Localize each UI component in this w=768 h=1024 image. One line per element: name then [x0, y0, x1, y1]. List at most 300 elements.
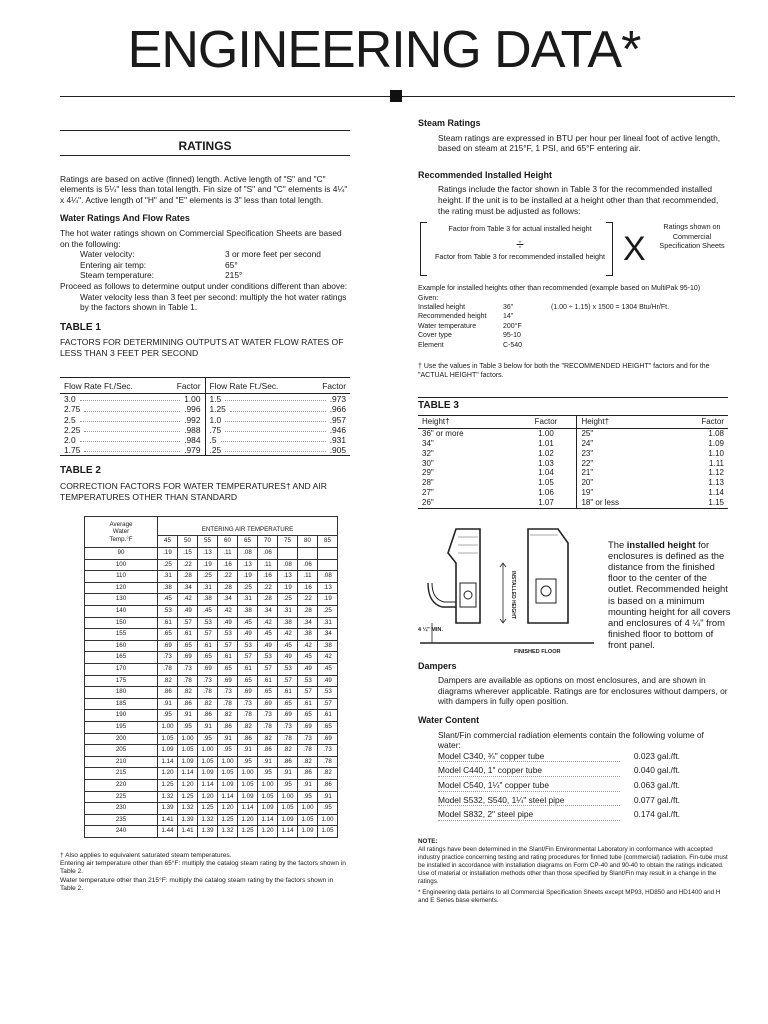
model-label: Model C340, ¾" copper tube: [438, 751, 620, 763]
factor-cell: .49: [318, 675, 338, 687]
factor-cell: .78: [178, 675, 198, 687]
table-row: [85, 791, 338, 803]
factor-cell: .86: [278, 756, 298, 768]
factor-cell: 1.03: [516, 459, 577, 469]
table-row: [418, 459, 728, 469]
height-formula: [418, 220, 728, 280]
factor-cell: .91: [278, 768, 298, 780]
table-row: [85, 582, 338, 594]
factor-cell: .49: [178, 606, 198, 618]
factor-cell: .15: [178, 548, 198, 560]
factor-cell: .979: [184, 445, 201, 456]
water-temp-cell: 155: [85, 629, 158, 641]
formula-denominator: Factor from Table 3 for recommended installed height: [434, 252, 606, 262]
factor-cell: 1.41: [158, 814, 178, 826]
factor-cell: .13: [238, 559, 258, 571]
condition-label: Entering air temp:: [80, 259, 147, 270]
factor-cell: .69: [218, 675, 238, 687]
factor-cell: .57: [218, 640, 238, 652]
factor-cell: 1.39: [158, 803, 178, 815]
factor-cell: .19: [318, 594, 338, 606]
table-row: [85, 779, 338, 791]
factor-cell: .28: [218, 582, 238, 594]
given-row: [418, 331, 728, 340]
factor-cell: .31: [198, 582, 218, 594]
enclosure-diagram-icon: [418, 523, 598, 653]
installed-height-description: [608, 539, 733, 651]
volume-value: 0.077 gal./ft.: [633, 794, 680, 805]
factor-cell: .49: [218, 617, 238, 629]
water-temp-cell: 120: [85, 582, 158, 594]
factor-cell: 1.09: [158, 745, 178, 757]
air-temp-col-header: 50: [178, 536, 198, 548]
factor-cell: .08: [238, 548, 258, 560]
factor-cell: 1.10: [708, 448, 724, 458]
given-row: [418, 322, 728, 331]
flow-rate-cell: .75: [209, 424, 222, 435]
dot-leader: [221, 435, 326, 442]
factor-cell: .49: [278, 652, 298, 664]
factor-cell: .69: [298, 722, 318, 734]
volume-value: 0.174 gal./ft.: [633, 809, 680, 820]
recommended-height-text: Ratings include the factor shown in Table 3 for the recommended installed height. If the unit is to be installed at a height other than that recommended, the rating must be adjusted as follows:: [438, 184, 719, 216]
table-row: [85, 594, 338, 606]
factor-cell: [298, 548, 318, 560]
factor-cell: .91: [178, 710, 198, 722]
factor-cell: .38: [198, 594, 218, 606]
factor-cell: 1.32: [178, 803, 198, 815]
factor-cell: [318, 559, 338, 571]
factor-cell: 1.14: [158, 756, 178, 768]
height-cell: 32": [422, 448, 434, 458]
factor-cell: .31: [278, 606, 298, 618]
factor-cell: 1.09: [708, 439, 724, 448]
note-block: [418, 838, 728, 905]
height-cell: 25": [581, 429, 594, 439]
factor-cell: .53: [218, 629, 238, 641]
flow-rate-cell: 1.75: [64, 445, 81, 456]
factor-cell: .61: [278, 687, 298, 699]
factor-cell: .82: [318, 768, 338, 780]
table1-header: [206, 378, 351, 395]
water-temp-cell: 100: [85, 559, 158, 571]
factor-cell: .22: [258, 582, 278, 594]
desc-part: The: [608, 538, 627, 550]
model-label: Model C540, 1¼" copper tube: [438, 780, 620, 792]
factor-cell: .73: [238, 698, 258, 710]
flow-rate-cell: .5: [209, 434, 217, 445]
factor-cell: 1.14: [258, 814, 278, 826]
installed-height-label: INSTALLED HEIGHT: [510, 570, 516, 619]
table-row: [418, 468, 728, 478]
table-row: [85, 826, 338, 838]
factor-cell: 1.09: [178, 756, 198, 768]
factor-cell: .73: [158, 652, 178, 664]
water-intro: The hot water ratings shown on Commercial Specification Sheets are based on the following:: [60, 227, 342, 249]
factor-cell: 1.05: [278, 803, 298, 815]
height-cell: 36" or more: [422, 429, 464, 439]
factor-cell: .73: [178, 664, 198, 676]
flow-row: [60, 445, 205, 455]
water-temp-cell: 150: [85, 617, 158, 629]
height-cell: 20": [581, 478, 594, 488]
table-row: [85, 733, 338, 745]
flow-row: [60, 435, 205, 445]
table3-body: [418, 429, 728, 508]
factor-cell: 1.32: [218, 826, 238, 838]
height-cell: 34": [422, 439, 434, 448]
condition-value: 65°: [225, 259, 238, 270]
factor-cell: .11: [298, 571, 318, 583]
flow-row: [60, 425, 205, 435]
flow-row: [60, 394, 205, 404]
steam-text: Steam ratings are expressed in BTU per hour per lineal foot of active length, based on steam at 215°F, 1 PSI, and 65°F entering air.: [438, 132, 721, 154]
factor-cell: .95: [278, 779, 298, 791]
factor-cell: 1.14: [238, 803, 258, 815]
water-temp-cell: 110: [85, 571, 158, 583]
factor-cell: 1.25: [158, 779, 178, 791]
footnote-dagger: † Also applies to equivalent saturated steam temperatures.: [60, 851, 232, 859]
factor-cell: .22: [178, 559, 198, 571]
factor-cell: .13: [278, 571, 298, 583]
factor-cell: .57: [258, 664, 278, 676]
factor-cell: 1.07: [516, 498, 577, 508]
factor-cell: .28: [298, 606, 318, 618]
water-temp-cell: 205: [85, 745, 158, 757]
factor-cell: .82: [178, 687, 198, 699]
factor-cell: 1.09: [238, 791, 258, 803]
footnote-water: Water temperature other than 215°F: multiply the catalog steam rating by the factors shown in Table 2.: [60, 876, 334, 892]
factor-cell: .73: [198, 675, 218, 687]
factor-cell: 1.01: [516, 439, 577, 449]
factor-cell: .69: [318, 733, 338, 745]
factor-cell: .86: [318, 779, 338, 791]
flow-rate-cell: 2.25: [64, 424, 81, 435]
flow-rate-cell: .25: [209, 445, 222, 456]
factor-cell: .45: [278, 640, 298, 652]
dot-leader: [84, 404, 180, 411]
formula-numerator: Factor from Table 3 for actual installed height: [448, 224, 592, 234]
dot-leader: [84, 425, 180, 432]
factor-cell: 1.06: [516, 488, 577, 498]
factor-cell: .78: [218, 698, 238, 710]
factor-cell: 1.05: [318, 826, 338, 838]
given-label: Cover type: [418, 332, 452, 340]
water-temp-cell: 215: [85, 768, 158, 780]
factor-cell: 1.00: [184, 394, 201, 405]
factor-cell: 1.14: [178, 768, 198, 780]
factor-cell: .82: [158, 675, 178, 687]
water-temp-cell: 140: [85, 606, 158, 618]
flow-rate-cell: 2.75: [64, 404, 81, 415]
left-column: [60, 118, 350, 893]
factor-cell: .25: [158, 559, 178, 571]
factor-cell: .61: [158, 617, 178, 629]
factor-cell: .28: [258, 594, 278, 606]
factor-cell: 1.32: [158, 791, 178, 803]
factor-cell: 1.20: [218, 803, 238, 815]
factor-cell: .38: [298, 629, 318, 641]
factor-cell: .69: [278, 710, 298, 722]
factor-cell: .38: [158, 582, 178, 594]
factor-cell: .13: [198, 548, 218, 560]
flow-rate-header: Flow Rate Ft./Sec.: [209, 380, 279, 391]
flow-row: [60, 404, 205, 414]
recommended-height-heading: Recommended Installed Height: [418, 169, 553, 180]
table-row: [418, 439, 728, 449]
factor-cell: .61: [298, 698, 318, 710]
factor-cell: .78: [238, 710, 258, 722]
factor-cell: .69: [158, 640, 178, 652]
factor-cell: .78: [258, 722, 278, 734]
table3-header-row: [418, 416, 728, 429]
factor-cell: .86: [218, 722, 238, 734]
factor-cell: .91: [258, 756, 278, 768]
factor-cell: 1.25: [238, 826, 258, 838]
volume-value: 0.023 gal./ft.: [633, 750, 680, 761]
flow-row: [60, 415, 205, 425]
factor-cell: 1.00: [318, 814, 338, 826]
factor-cell: .31: [158, 571, 178, 583]
factor-cell: 1.04: [516, 468, 577, 478]
flow-rate-cell: 1.0: [209, 414, 222, 425]
table1-right-rows: [206, 394, 351, 455]
table-row: [85, 803, 338, 815]
table2-caption: CORRECTION FACTORS FOR WATER TEMPERATURES† AND AIR TEMPERATURES OTHER THAN STANDARD: [60, 480, 327, 502]
factor-cell: 1.44: [158, 826, 178, 838]
factor-cell: .08: [278, 559, 298, 571]
table-row: [85, 664, 338, 676]
factor-cell: .13: [318, 582, 338, 594]
water-temp-cell: 160: [85, 640, 158, 652]
table1-header: [60, 378, 205, 395]
table1-caption: FACTORS FOR DETERMINING OUTPUTS AT WATER FLOW RATES OF LESS THAN 3 FEET PER SECOND: [60, 337, 344, 358]
example-block: [418, 284, 728, 350]
factor-cell: 1.14: [708, 487, 724, 497]
factor-cell: .957: [329, 414, 346, 425]
flow-rate-header: Flow Rate Ft./Sec.: [64, 380, 133, 391]
factor-cell: .42: [318, 652, 338, 664]
factor-cell: .53: [158, 606, 178, 618]
factor-cell: .25: [318, 606, 338, 618]
factor-cell: .65: [158, 629, 178, 641]
factor-cell: .69: [258, 698, 278, 710]
factor-cell: .95: [298, 791, 318, 803]
water-content-row: [418, 795, 728, 810]
factor-cell: .61: [318, 710, 338, 722]
table-row: [85, 571, 338, 583]
factor-cell: .91: [198, 722, 218, 734]
air-temp-col-header: 45: [158, 536, 178, 548]
dampers-heading: Dampers: [418, 660, 457, 671]
condition-row: [60, 249, 350, 260]
factor-cell: .82: [258, 733, 278, 745]
flow-row: [206, 404, 351, 414]
water-temp-cell: 235: [85, 814, 158, 826]
flow-row: [206, 445, 351, 455]
factor-cell: .73: [258, 710, 278, 722]
factor-cell: 1.08: [708, 429, 724, 439]
table-row: [85, 745, 338, 757]
factor-cell: 1.20: [238, 814, 258, 826]
factor-cell: .42: [178, 594, 198, 606]
factor-cell: .61: [258, 675, 278, 687]
min-height-label: 4 ¼" MIN.: [418, 626, 443, 633]
proceed-text: Proceed as follows to determine output under conditions different than above:: [60, 280, 348, 291]
factor-cell: .82: [238, 722, 258, 734]
factor-cell: .82: [278, 745, 298, 757]
factor-cell: 1.20: [178, 779, 198, 791]
dot-leader: [225, 394, 326, 401]
given-value: 36": [503, 303, 514, 311]
table-row: [85, 548, 338, 560]
factor-cell: .95: [318, 803, 338, 815]
factor-cell: .25: [278, 594, 298, 606]
factor-cell: .86: [258, 745, 278, 757]
factor-cell: .53: [238, 640, 258, 652]
table-row: [85, 768, 338, 780]
factor-cell: 1.00: [258, 779, 278, 791]
factor-cell: .65: [218, 664, 238, 676]
factor-cell: 1.00: [218, 756, 238, 768]
table-row: [85, 698, 338, 710]
factor-cell: .57: [178, 617, 198, 629]
water-content-intro: Slant/Fin commercial radiation elements contain the following volume of water:: [438, 729, 704, 751]
height-header: Height†: [577, 416, 668, 429]
table3-title: TABLE 3: [418, 397, 728, 412]
dot-leader: [230, 404, 326, 411]
factor-cell: .65: [298, 710, 318, 722]
factor-cell: .19: [238, 571, 258, 583]
factor-cell: .992: [184, 414, 201, 425]
factor-cell: .65: [198, 652, 218, 664]
factor-header: Factor: [176, 380, 201, 391]
given-row: [418, 303, 728, 312]
note-heading: NOTE:: [418, 837, 438, 845]
factor-cell: 1.00: [238, 768, 258, 780]
factor-cell: .34: [258, 606, 278, 618]
factor-cell: .61: [178, 629, 198, 641]
water-temp-cell: 130: [85, 594, 158, 606]
factor-cell: 1.05: [298, 814, 318, 826]
condition-label: Steam temperature:: [80, 270, 155, 281]
avg-header-line: Water: [112, 528, 130, 536]
factor-cell: .73: [318, 745, 338, 757]
factor-cell: .57: [298, 687, 318, 699]
table-row: [85, 710, 338, 722]
factor-cell: 1.12: [708, 468, 724, 478]
factor-cell: 1.05: [218, 768, 238, 780]
given-calc: (1.00 ÷ 1.15) x 1500 = 1304 Btu/Hr/Ft.: [551, 303, 670, 311]
flow-rate-cell: 2.5: [64, 414, 76, 425]
given-label: Given:: [418, 294, 439, 302]
table-row: [85, 814, 338, 826]
factor-cell: 1.15: [668, 498, 728, 508]
water-content-row: [418, 809, 728, 824]
factor-cell: .19: [278, 582, 298, 594]
water-content-row: [418, 751, 728, 766]
factor-cell: .984: [184, 434, 201, 445]
water-content-row: [418, 780, 728, 795]
ratings-heading: RATINGS: [60, 130, 350, 156]
table1: [60, 377, 350, 457]
factor-cell: .42: [258, 617, 278, 629]
factor-cell: .28: [178, 571, 198, 583]
table1-left-half: [60, 378, 205, 456]
factor-cell: .65: [238, 675, 258, 687]
factor-cell: .25: [198, 571, 218, 583]
height-cell: 21": [581, 468, 594, 478]
factor-cell: .78: [318, 756, 338, 768]
factor-cell: .42: [298, 640, 318, 652]
example-intro: Example for installed heights other than recommended (example based on MultiPak 95-10): [418, 285, 701, 293]
given-rows: [418, 303, 728, 350]
factor-cell: .16: [218, 559, 238, 571]
table-row: [418, 429, 728, 439]
height-cell: 23": [581, 448, 594, 458]
factor-cell: 1.20: [258, 826, 278, 838]
factor-cell: .25: [238, 582, 258, 594]
water-temp-cell: 230: [85, 803, 158, 815]
given-value: C-540: [503, 341, 523, 349]
given-label: Installed height: [418, 303, 466, 311]
condition-label: Water velocity:: [80, 249, 135, 260]
factor-cell: 1.02: [516, 449, 577, 459]
table-row: [85, 675, 338, 687]
factor-cell: 1.09: [298, 826, 318, 838]
factor-cell: .65: [318, 722, 338, 734]
height-header: Height†: [418, 416, 516, 429]
factor-cell: 1.09: [218, 779, 238, 791]
dot-leader: [225, 425, 326, 432]
dampers-text: Dampers are available as options on most enclosures, and are shown in diagrams wherever applicable. Ratings are for enclosures without dampers, or with dampers in fully open position.: [438, 675, 728, 707]
factor-cell: .57: [198, 629, 218, 641]
factor-cell: [318, 548, 338, 560]
factor-cell: 1.41: [178, 826, 198, 838]
flow-row: [206, 425, 351, 435]
factor-cell: .34: [298, 617, 318, 629]
given-value: 14": [503, 313, 514, 321]
condition-value: 3 or more feet per second: [225, 249, 321, 260]
factor-cell: .86: [298, 768, 318, 780]
table3: [418, 415, 728, 508]
factor-cell: .61: [238, 664, 258, 676]
air-temp-col-header: 60: [218, 536, 238, 548]
water-ratings-heading: Water Ratings And Flow Rates: [60, 213, 190, 224]
factor-cell: .08: [318, 571, 338, 583]
flow-row: [206, 415, 351, 425]
factor-cell: .53: [278, 664, 298, 676]
factor-cell: .45: [158, 594, 178, 606]
factor-cell: .22: [218, 571, 238, 583]
factor-cell: .82: [298, 756, 318, 768]
factor-cell: .42: [278, 629, 298, 641]
factor-cell: .95: [258, 768, 278, 780]
factor-cell: .69: [178, 652, 198, 664]
factor-cell: 1.05: [178, 745, 198, 757]
factor-cell: .57: [238, 652, 258, 664]
footnotes: [60, 852, 350, 893]
water-temp-cell: 185: [85, 698, 158, 710]
engineering-note: * Engineering data pertains to all Commercial Specification Sheets except MP93, HD850 and HD1400 and H and E Series base elements.: [418, 888, 721, 904]
avg-water-temp-header: [85, 517, 158, 548]
factor-cell: .53: [258, 652, 278, 664]
factor-cell: .57: [278, 675, 298, 687]
dot-leader: [225, 445, 326, 452]
table1-right-half: [205, 378, 351, 456]
factor-cell: .86: [238, 733, 258, 745]
volume-value: 0.063 gal./ft.: [633, 779, 680, 790]
